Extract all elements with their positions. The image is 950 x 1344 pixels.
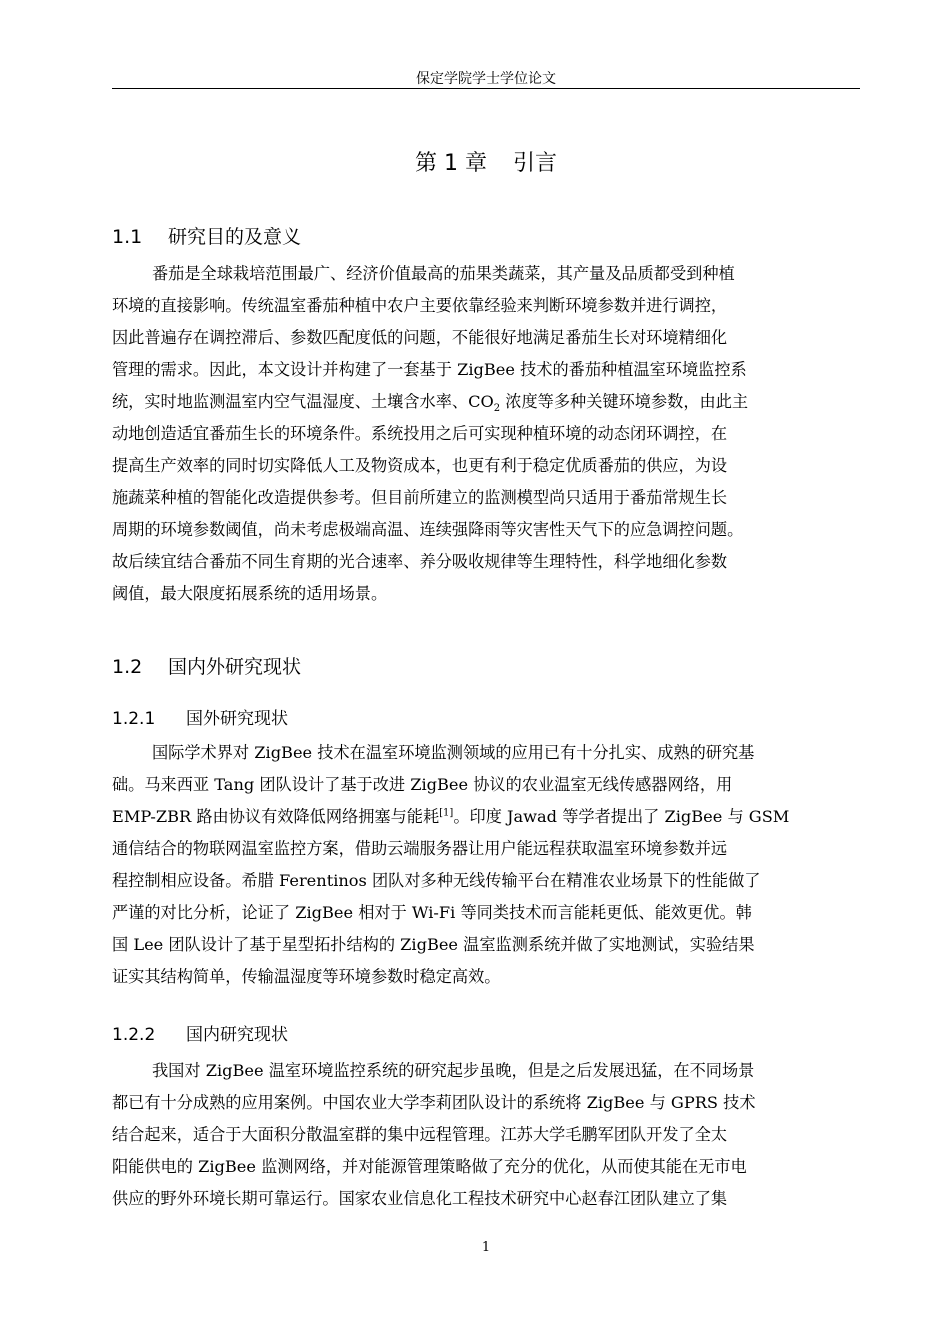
paragraph-line: 故后续宜结合番茄不同生育期的光合速率、养分吸收规律等生理特性，科学地细化参数 <box>112 552 728 571</box>
section-title: 国内研究现状 <box>186 1025 288 1045</box>
section-number: 1.1 <box>112 226 143 248</box>
paragraph-1-1 <box>112 258 872 610</box>
subscript: 2 <box>493 403 501 415</box>
paragraph-line: 提高生产效率的同时切实降低人工及物资成本，也更有利于稳定优质番茄的供应，为设 <box>112 456 728 475</box>
chapter-heading <box>112 146 860 177</box>
paragraph-line: 管理的需求。因此，本文设计并构建了一套基于 ZigBee 技术的番茄种植温室环境监控系 <box>112 360 747 379</box>
paragraph-line: 阈值，最大限度拓展系统的适用场景。 <box>112 584 388 603</box>
section-title: 研究目的及意义 <box>168 226 302 248</box>
paragraph-line: 供应的野外环境长期可靠运行。国家农业信息化工程技术研究中心赵春江团队建立了集 <box>112 1189 728 1208</box>
paragraph-line: 我国对 ZigBee 温室环境监控系统的研究起步虽晚，但是之后发展迅猛，在不同场景 <box>152 1061 755 1080</box>
citation-superscript: [1] <box>439 807 454 819</box>
section-heading-1-2-1 <box>112 704 288 729</box>
paragraph-1-2-2 <box>112 1055 872 1215</box>
paragraph-line: 统，实时地监测温室内空气温湿度、土壤含水率、$CO_2$ 浓度等多种关键环境参数，由此主 <box>112 392 749 415</box>
section-heading-1-2-2 <box>112 1020 288 1045</box>
paragraph-line: 国际学术界对 ZigBee 技术在温室环境监测领域的应用已有十分扎实、成熟的研究基 <box>152 743 755 762</box>
page-number: 1 <box>481 1240 491 1255</box>
paragraph-line: 动地创造适宜番茄生长的环境条件。系统投用之后可实现种植环境的动态闭环调控，在 <box>112 424 728 443</box>
section-title: 国外研究现状 <box>186 709 288 729</box>
paragraph-line: 结合起来，适合于大面积分散温室群的集中远程管理。江苏大学毛鹏军团队开发了全太 <box>112 1125 728 1144</box>
paragraph-line: EMP-ZBR 路由协议有效降低网络拥塞与能耗[1]。印度 Jawad 等学者提出了 ZigBee 与 GSM <box>112 807 790 826</box>
chapter-number: 第 1 章 <box>415 151 487 176</box>
section-number: 1.2.2 <box>112 1025 156 1045</box>
section-heading-1-1 <box>112 222 301 249</box>
paragraph-line: 都已有十分成熟的应用案例。中国农业大学李莉团队设计的系统将 ZigBee 与 GPRS 技术 <box>112 1093 756 1112</box>
header-rule <box>112 88 860 89</box>
section-title: 国内外研究现状 <box>168 656 302 678</box>
paragraph-line: 因此普遍存在调控滞后、参数匹配度低的问题，不能很好地满足番茄生长对环境精细化 <box>112 328 728 347</box>
paragraph-line: 严谨的对比分析，论证了 ZigBee 相对于 Wi-Fi 等同类技术而言能耗更低、能效更优。韩 <box>112 903 752 922</box>
paragraph-line: 阳能供电的 ZigBee 监测网络，并对能源管理策略做了充分的优化，从而使其能在无市电 <box>112 1157 747 1176</box>
paragraph-line: 环境的直接影响。传统温室番茄种植中农户主要依靠经验来判断环境参数并进行调控， <box>112 296 728 315</box>
paragraph-1-2-1 <box>112 737 872 993</box>
paragraph-line: 础。马来西亚 Tang 团队设计了基于改进 ZigBee 协议的农业温室无线传感器网络，用 <box>112 775 733 794</box>
chapter-title: 引言 <box>512 151 557 176</box>
running-header: 保定学院学士学位论文 <box>416 71 556 87</box>
paragraph-line: 通信结合的物联网温室监控方案，借助云端服务器让用户能远程获取温室环境参数并远 <box>112 839 728 858</box>
section-number: 1.2 <box>112 656 143 678</box>
paragraph-line: 施蔬菜种植的智能化改造提供参考。但目前所建立的监测模型尚只适用于番茄常规生长 <box>112 488 728 507</box>
paragraph-line: 国 Lee 团队设计了基于星型拓扑结构的 ZigBee 温室监测系统并做了实地测试，实验结果 <box>112 935 755 954</box>
paragraph-line: 证实其结构简单，传输温湿度等环境参数时稳定高效。 <box>112 967 501 986</box>
paragraph-line: 程控制相应设备。希腊 Ferentinos 团队对多种无线传输平台在精准农业场景下的性能做了 <box>112 871 761 890</box>
paragraph-line: 番茄是全球栽培范围最广、经济价值最高的茄果类蔬菜，其产量及品质都受到种植 <box>152 264 735 283</box>
section-number: 1.2.1 <box>112 709 156 729</box>
paragraph-line: 周期的环境参数阈值，尚未考虑极端高温、连续强降雨等灾害性天气下的应急调控问题。 <box>112 520 744 539</box>
section-heading-1-2 <box>112 652 301 679</box>
